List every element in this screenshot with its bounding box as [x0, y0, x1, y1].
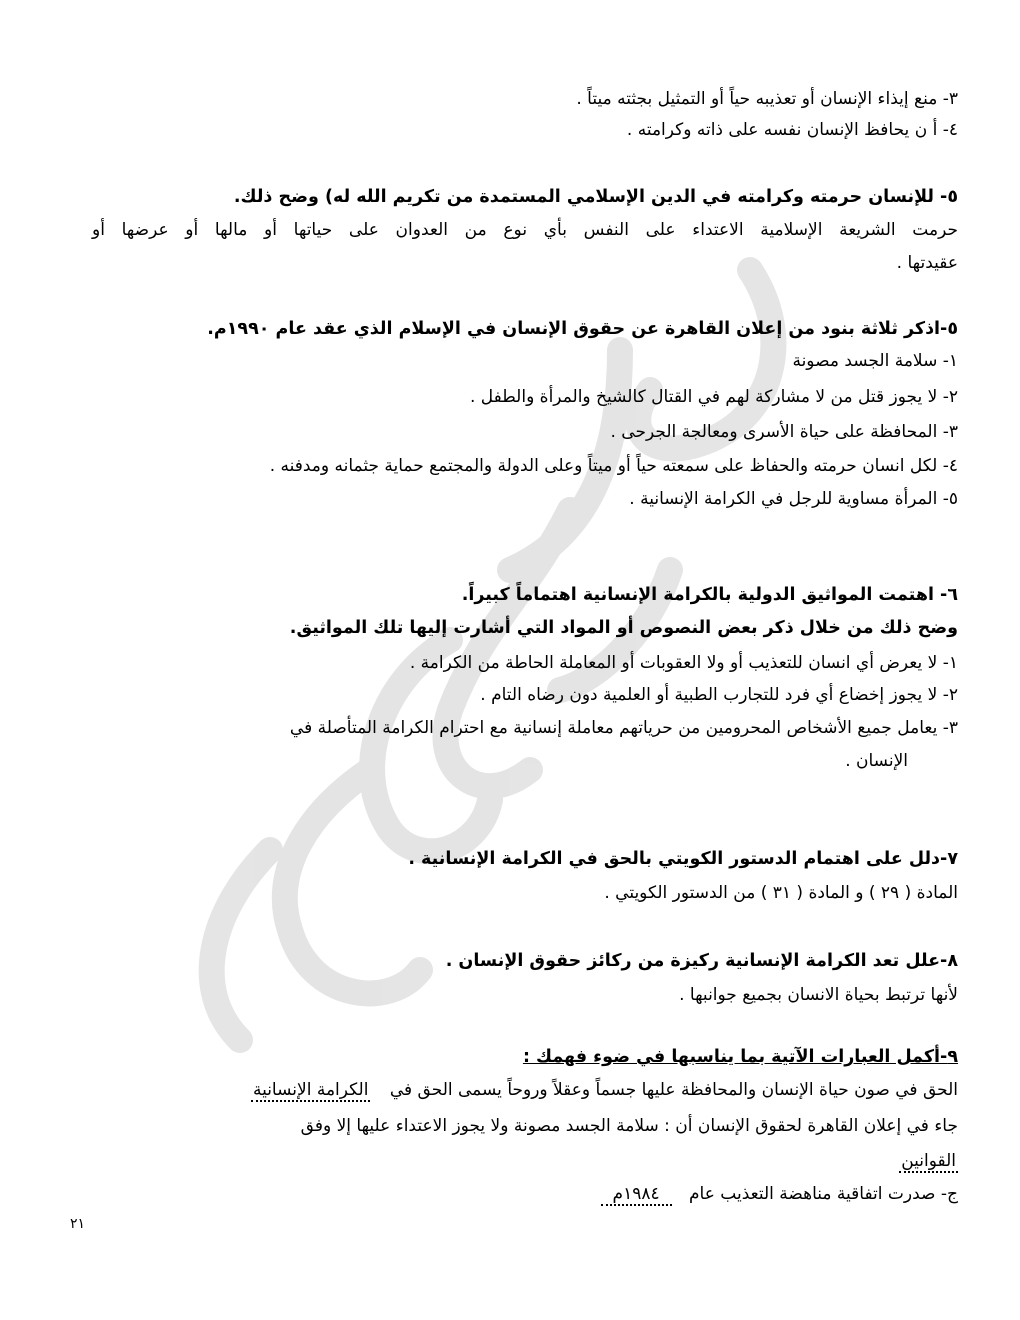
q9-b-text: جاء في إعلان القاهرة لحقوق الإنسان أن : سلامة الجسد مصونة ولا يجوز الاعتداء عليها إلا وفق [300, 1116, 958, 1136]
list-item: ٣- يعامل جميع الأشخاص المحرومين من حرياتهم معاملة إنسانية مع احترام الكرامة المتأصلة في [289, 718, 958, 738]
list-item: ٣- المحافظة على حياة الأسرى ومعالجة الجرحى . [610, 422, 958, 442]
q9-c-row [601, 1181, 958, 1207]
list-item: ٢- لا يجوز إخضاع أي فرد للتجارب الطبية أو العلمية دون رضاه التام . [480, 685, 958, 705]
q6-heading-1: ٦- اهتمت المواثيق الدولية بالكرامة الإنسانية اهتماماً كبيراً. [461, 585, 958, 605]
q9-a-row [251, 1077, 958, 1103]
list-item: ١- لا يعرض أي انسان للتعذيب أو ولا العقوبات أو المعاملة الحاطة من الكرامة . [409, 653, 958, 673]
watermark-stroke [285, 770, 420, 993]
q9-a-answer: الكرامة الإنسانية [252, 1080, 369, 1100]
q9-c-text: ج- صدرت اتفاقية مناهضة التعذيب عام [689, 1184, 958, 1204]
list-item-continuation: الإنسان . [845, 751, 908, 771]
list-item: ٥- المرأة مساوية للرجل في الكرامة الإنسانية . [629, 489, 958, 509]
list-item: ١- سلامة الجسد مصونة [792, 351, 958, 371]
q9-heading: ٩-أكمل العبارات الآتية بما يناسبها في ضوء فهمك : [522, 1047, 958, 1067]
q7-answer: المادة ( ٢٩ ) و المادة ( ٣١ ) من الدستور الكويتي . [604, 883, 958, 903]
q9-b-answer: القوانين [901, 1151, 956, 1171]
q9-c-answer: ١٩٨٤م [601, 1184, 672, 1206]
watermark-stroke [212, 850, 270, 1040]
q5b-heading: ٥-اذكر ثلاثة بنود من إعلان القاهرة عن حقوق الإنسان في الإسلام الذي عقد عام ١٩٩٠م. [207, 319, 958, 339]
q5a-heading: ٥- للإنسان حرمته وكرامته في الدين الإسلامي المستمدة من تكريم الله له) وضح ذلك. [233, 187, 958, 207]
q9-b-answer-row [899, 1148, 958, 1174]
cairo-item-4-text: ٤- أ ن يحافظ الإنسان نفسه على ذاته وكرامته . [626, 120, 958, 140]
q5a-answer-line2: عقيدتها . [896, 253, 958, 273]
page-number: ٢١ [70, 1216, 86, 1232]
q6-heading-2: وضح ذلك من خلال ذكر بعض النصوص أو المواد التي أشارت إليها تلك المواثيق. [289, 618, 958, 638]
q9-a-text: الحق في صون حياة الإنسان والمحافظة عليها جسماً وعقلاً وروحاً يسمى الحق في [389, 1080, 958, 1100]
q8-heading: ٨-علل تعد الكرامة الإنسانية ركيزة من ركائز حقوق الإنسان . [445, 951, 958, 971]
q5a-answer-line1: حرمت الشريعة الإسلامية الاعتداء على النفس بأي نوع من العدوان على حياتها أو مالها أو عرضها أو [92, 220, 958, 240]
watermark-stroke [445, 510, 570, 786]
cairo-item-3-text: ٣- منع إيذاء الإنسان أو تعذيبه حياً أو التمثيل بجثته ميتاً . [576, 89, 958, 109]
q8-answer: لأنها ترتبط بحياة الانسان بجميع جوانبها . [679, 985, 958, 1005]
list-item: ٢- لا يجوز قتل من لا مشاركة لهم في القتال كالشيخ والمرأة والطفل . [469, 387, 958, 407]
list-item: ٤- لكل انسان حرمته والحفاظ على سمعته حياً أو ميتاً وعلى الدولة والمجتمع حماية جثمانه ومدفنه . [269, 456, 958, 476]
q7-heading: ٧-دلل على اهتمام الدستور الكويتي بالحق في الكرامة الإنسانية . [408, 849, 958, 869]
